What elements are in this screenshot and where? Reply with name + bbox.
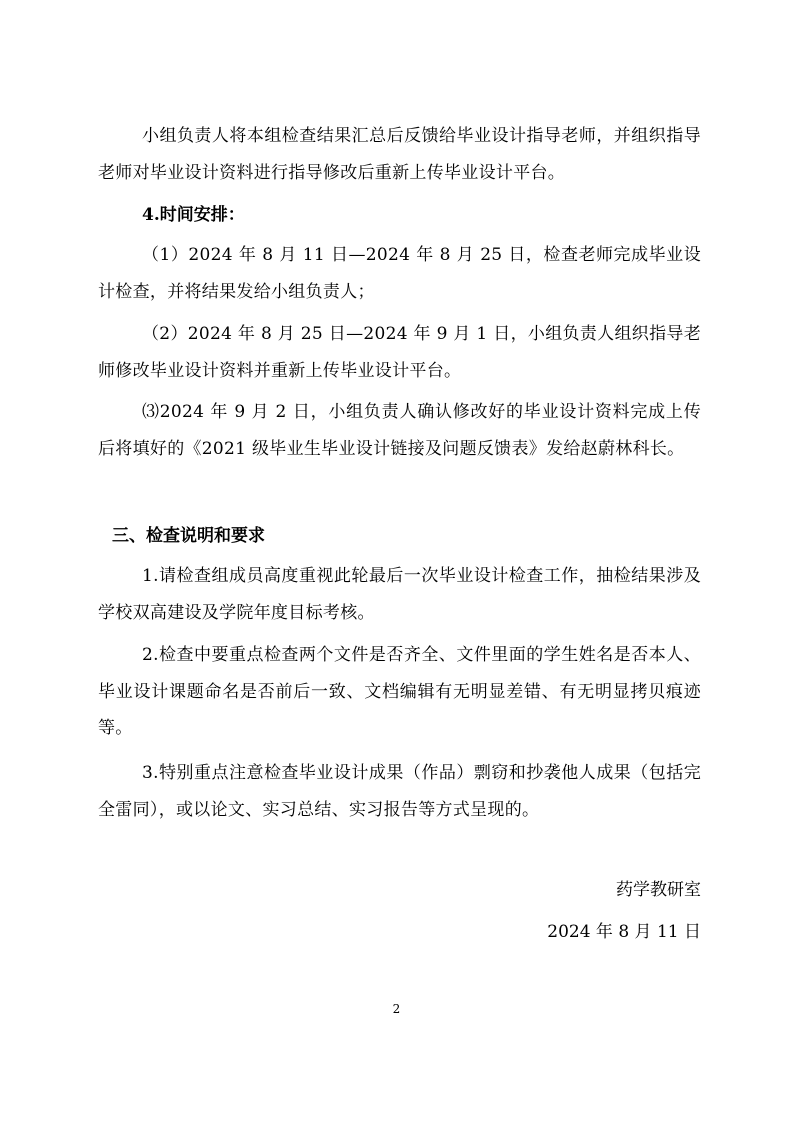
requirement-item-2: 2.检查中要重点检查两个文件是否齐全、文件里面的学生姓名是否本人、毕业设计课题命名是否前后一致、文档编辑有无明显差错、有无明显拷贝痕迹等。 — [98, 645, 701, 738]
heading-requirements: 三、检查说明和要求 — [112, 526, 265, 546]
requirement-item-1: 1.请检查组成员高度重视此轮最后一次毕业设计检查工作，抽检结果涉及学校双高建设及学院年度目标考核。 — [98, 566, 701, 623]
signature-date: 2024 年 8 月 11 日 — [547, 922, 701, 942]
paragraph-feedback: 小组负责人将本组检查结果汇总后反馈给毕业设计指导老师，并组织指导老师对毕业设计资料进行指导修改后重新上传毕业设计平台。 — [98, 126, 701, 183]
page-number: 2 — [392, 1002, 401, 1016]
requirement-item-3: 3.特别重点注意检查毕业设计成果（作品）剽窃和抄袭他人成果（包括完全雷同），或以论文、实习总结、实习报告等方式呈现的。 — [98, 763, 701, 820]
schedule-item-2: （2）2024 年 8 月 25 日—2024 年 9 月 1 日，小组负责人组织指导老师修改毕业设计资料并重新上传毕业设计平台。 — [98, 324, 701, 381]
schedule-item-1: （1）2024 年 8 月 11 日—2024 年 8 月 25 日，检查老师完成毕业设计检查，并将结果发给小组负责人； — [98, 245, 701, 302]
heading-schedule: 4.时间安排： — [142, 205, 245, 225]
schedule-item-3: ⑶2024 年 9 月 2 日，小组负责人确认修改好的毕业设计资料完成上传后将填好的《2021 级毕业生毕业设计链接及问题反馈表》发给赵蔚林科长。 — [98, 402, 701, 459]
signature-org: 药学教研室 — [616, 880, 701, 900]
